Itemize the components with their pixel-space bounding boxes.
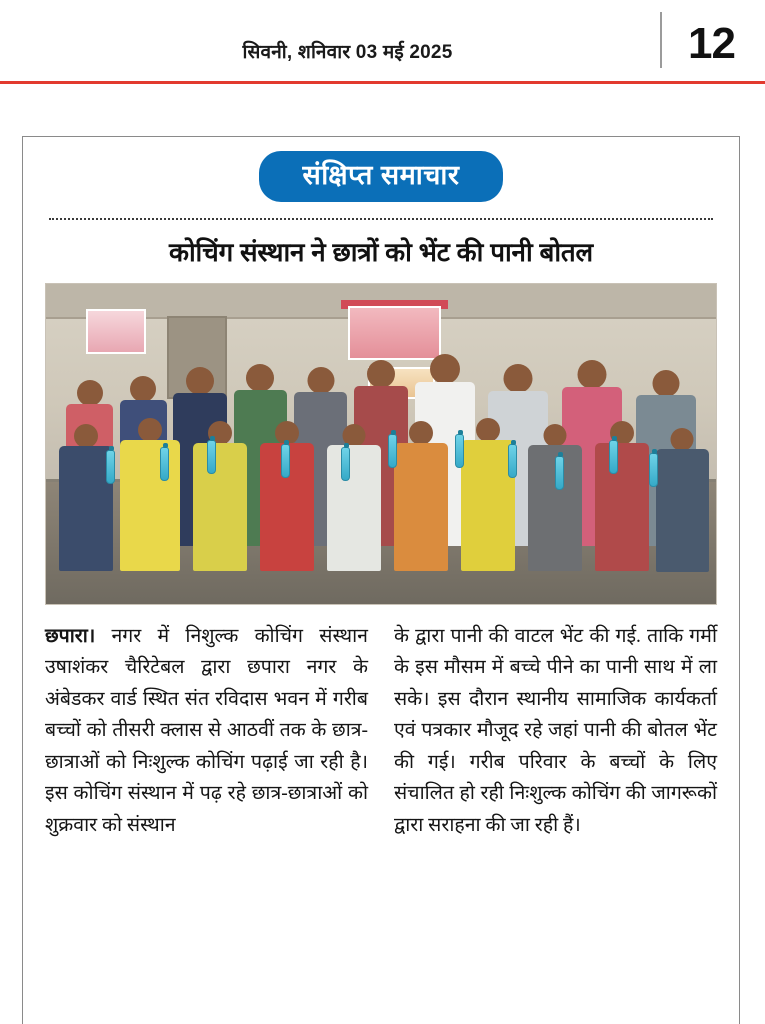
photo-child [394,421,448,571]
water-bottle [609,440,618,474]
photo-child-body [656,449,710,572]
dotted-divider [49,218,713,220]
photo-child [461,418,515,572]
photo-child [528,424,582,571]
vertical-divider [660,12,662,68]
section-badge: संक्षिप्त समाचार [259,151,504,202]
photo-person-head [130,376,156,402]
article-paragraph [45,621,368,842]
section-badge-row [45,151,717,202]
photo-child-body [327,445,381,571]
photo-child [120,418,180,572]
photo-person-head [504,364,533,393]
photo-child [327,424,381,571]
water-bottle [455,434,464,468]
water-bottle [388,434,397,468]
water-bottle [160,447,169,481]
article-lead-in: छपारा। [45,625,96,647]
photo-child-body [59,446,113,571]
photo-child-head [544,424,567,447]
photo-child-body [461,440,515,572]
photo-child-body [394,443,448,571]
photo-child-head [409,421,433,445]
photo-child-body [120,440,180,572]
water-bottle [207,440,216,474]
photo-child-head [74,424,98,448]
dateline: सिवनी, शनिवार 03 मई 2025 [242,42,453,63]
page-number-group [660,12,735,68]
water-bottle [555,456,564,490]
page-number: 12 [688,19,735,68]
masthead-red-rule [0,81,765,84]
photo-child-head [671,428,694,451]
water-bottle [649,453,658,487]
article-paragraph [394,621,717,842]
photo-person-head [77,380,103,406]
water-bottle [341,447,350,481]
photo-person-head [186,367,214,395]
photo-person-head [367,360,395,388]
photo-poster [86,309,146,354]
article-column-right [394,621,717,842]
water-bottle [508,444,517,478]
photo-child-head [476,418,500,442]
photo-child [595,421,649,571]
photo-person-head [430,354,460,384]
photo-child-body [595,443,649,571]
article-text: नगर में निशुल्क कोचिंग संस्थान उषाशंकर चैरिटेबल द्वारा छपारा नगर के अंबेडकर वार्ड स्थित संत रविदास भवन में गरीब बच्चों को तीसरी क्लास से आठवीं तक के छात्र-छात्राओं को निःशुल्क कोचिंग पढ़ाई जा रही है। इस कोचिंग संस्थान में पढ़ रहे छात्र-छात्राओं को शुक्रवार को संस्थान [45,625,368,836]
article-text: के द्वारा पानी की वाटल भेंट की गई. ताकि गर्मी के इस मौसम में बच्चे पीने का पानी साथ में ला सके। इस दौरान स्थानीय सामाजिक कार्यकर्ता एवं पत्रकार मौजूद रहे जहां पानी की बोतल भेंट की गई। गरीब परिवार के बच्चों के लिए संचालित हो रही निःशुल्क कोचिंग की जागरूकों द्वारा सराहना की जा रही हैं। [394,625,717,836]
article-container [22,136,740,1024]
photo-person-head [246,364,274,392]
photo-poster [348,306,442,360]
photo-person-head [578,360,607,389]
photo-child [193,421,247,571]
photo-person-head [652,370,679,397]
page-title: कोचिंग संस्थान ने छात्रों को भेंट की पानी बोतल [169,237,593,267]
photo-child [59,424,113,571]
article-photo [45,283,717,605]
photo-child-body [193,443,247,571]
masthead [0,0,765,84]
water-bottle [106,450,115,484]
article-column-left [45,621,368,842]
photo-person-head [307,367,334,394]
photo-child-head [138,418,162,442]
water-bottle [281,444,290,478]
photo-child [656,428,710,572]
article-body [45,621,717,842]
masthead-inner [22,0,743,72]
